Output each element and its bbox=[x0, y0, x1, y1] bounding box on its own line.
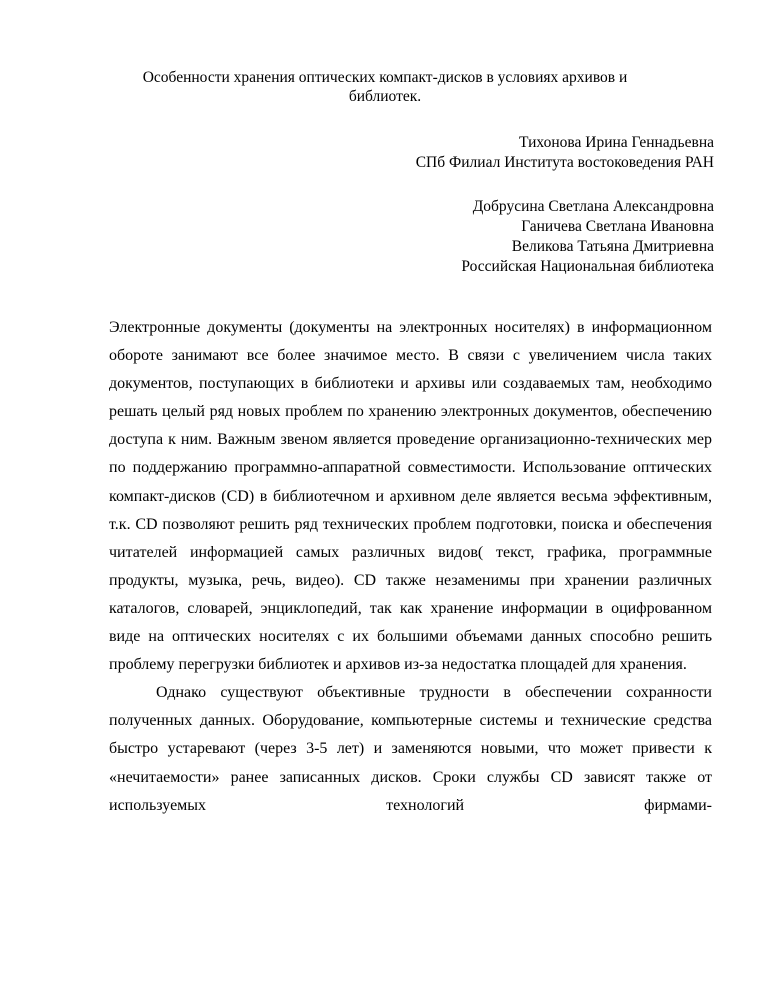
author-block-1 bbox=[416, 133, 714, 173]
body-text bbox=[109, 314, 712, 820]
author-name: Ганичева Светлана Ивановна bbox=[521, 218, 714, 235]
author-affiliation: СПб Филиал Института востоковедения РАН bbox=[415, 154, 714, 171]
author-affiliation: Российская Национальная библиотека bbox=[461, 258, 714, 275]
author-name: Великова Татьяна Дмитриевна bbox=[511, 238, 714, 255]
author-block-2 bbox=[461, 197, 714, 277]
paragraph-2: Однако существуют объективные трудности в обеспечении сохранности полученных данных. Оборудование, компьютерные системы и технические средства быстро устаревают (через 3-5 лет) и заменяются новыми, что может привести к «нечитаемости» ранее записанных дисков. Сроки службы CD зависят также от используемых технологий фирмами- bbox=[109, 684, 712, 814]
author-name: Добрусина Светлана Александровна bbox=[472, 198, 714, 215]
paragraph-1: Электронные документы (документы на электронных носителях) в информационном обороте занимают все более значимое место. В связи с увеличением числа таких документов, поступающих в библиотеки и архивы или создаваемых там, необходимо решать целый ряд новых проблем по хранению электронных документов, обеспечению доступа к ним. Важным звеном является проведение организационно-технических мер по поддержанию программно-аппаратной совместимости. Использование оптических компакт-дисков (CD) в библиотечном и архивном деле является весьма эффективным, т.к. CD позволяют решить ряд технических проблем подготовки, поиска и обеспечения читателей информацией самых различных видов( текст, графика, программные продукты, музыка, речь, видео). CD также незаменимы при хранении различных каталогов, словарей, энциклопедий, так как хранение информации в оцифрованном виде на оптических носителях с их большими объемами данных способно решить проблему перегрузки библиотек и архивов из-за недостатка площадей для хранения. bbox=[109, 319, 712, 674]
author-name: Тихонова Ирина Геннадьевна bbox=[519, 134, 714, 151]
document-title: Особенности хранения оптических компакт-дисков в условиях архивов и библиотек. bbox=[142, 69, 628, 105]
